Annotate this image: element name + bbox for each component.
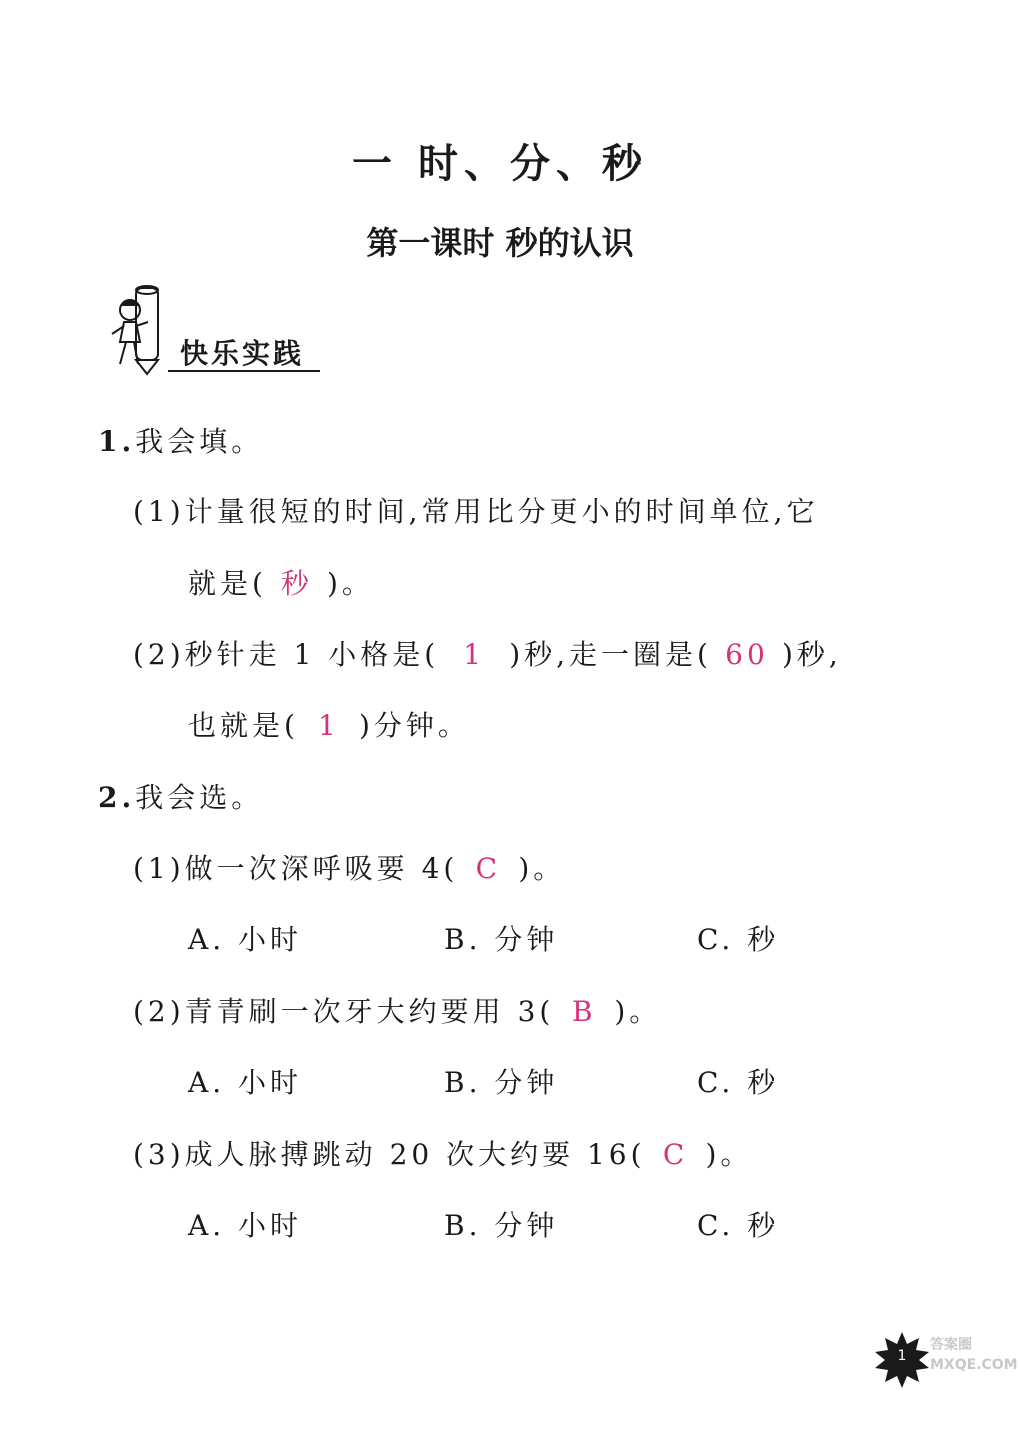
text: )。 bbox=[326, 567, 374, 600]
q2-item-3 bbox=[133, 1133, 752, 1173]
q1-part1-line2 bbox=[188, 562, 374, 602]
question-number: 2. bbox=[98, 781, 136, 814]
question-2 bbox=[98, 776, 263, 816]
answer-text: 1 bbox=[463, 638, 486, 671]
option-b: B. 分钟 bbox=[444, 1066, 559, 1099]
question-1 bbox=[98, 420, 263, 460]
answer-text: C bbox=[475, 852, 502, 885]
answer-text: C bbox=[662, 1138, 689, 1171]
q1-part2-line1 bbox=[133, 633, 842, 673]
page-number: 1 bbox=[897, 1348, 907, 1364]
text: )秒,走一圈是( bbox=[509, 638, 712, 671]
lesson-subtitle: 第一课时 秒的认识 bbox=[366, 224, 634, 262]
question-text: 我会选。 bbox=[135, 781, 264, 814]
section-header bbox=[108, 282, 323, 377]
q2-item-2 bbox=[133, 990, 661, 1030]
option-c: C. 秒 bbox=[697, 1066, 780, 1099]
q2-item-1 bbox=[133, 847, 565, 887]
text: )。 bbox=[518, 852, 566, 885]
page-title: 一 时、分、秒 bbox=[352, 140, 648, 187]
option-c: C. 秒 bbox=[697, 1209, 780, 1242]
question-number: 1. bbox=[98, 425, 136, 458]
q1-part1-line1: (1)计量很短的时间,常用比分更小的时间单位,它 bbox=[133, 495, 819, 528]
text: )。 bbox=[705, 1138, 753, 1171]
text: 也就是( bbox=[188, 709, 299, 742]
text: (3)成人脉搏跳动 20 次大约要 16( bbox=[133, 1138, 646, 1171]
answer-text: 秒 bbox=[280, 567, 313, 600]
answer-text: 1 bbox=[318, 709, 340, 742]
page-number-badge bbox=[872, 1330, 932, 1390]
answer-text: B bbox=[572, 995, 597, 1028]
option-a: A. 小时 bbox=[188, 923, 303, 956]
text: )。 bbox=[614, 995, 662, 1028]
section-title: 快乐实践 bbox=[180, 337, 305, 370]
girl-pencil-icon bbox=[108, 282, 178, 377]
text: (2)秒针走 1 小格是( bbox=[133, 638, 440, 671]
answer-text: 60 bbox=[725, 638, 769, 671]
option-b: B. 分钟 bbox=[444, 923, 559, 956]
question-text: 我会填。 bbox=[135, 425, 264, 458]
text: 就是( bbox=[188, 567, 267, 600]
q1-part2-line2 bbox=[188, 704, 470, 744]
text: )分钟。 bbox=[358, 709, 470, 742]
option-c: C. 秒 bbox=[697, 923, 780, 956]
text: )秒, bbox=[781, 638, 842, 671]
text: (1)做一次深呼吸要 4( bbox=[133, 852, 459, 885]
text: (2)青青刷一次牙大约要用 3( bbox=[133, 995, 555, 1028]
option-a: A. 小时 bbox=[188, 1066, 303, 1099]
section-underline bbox=[168, 370, 320, 372]
watermark: 答案圈 MXQE.COM bbox=[930, 1337, 1018, 1373]
option-b: B. 分钟 bbox=[444, 1209, 559, 1242]
option-a: A. 小时 bbox=[188, 1209, 303, 1242]
